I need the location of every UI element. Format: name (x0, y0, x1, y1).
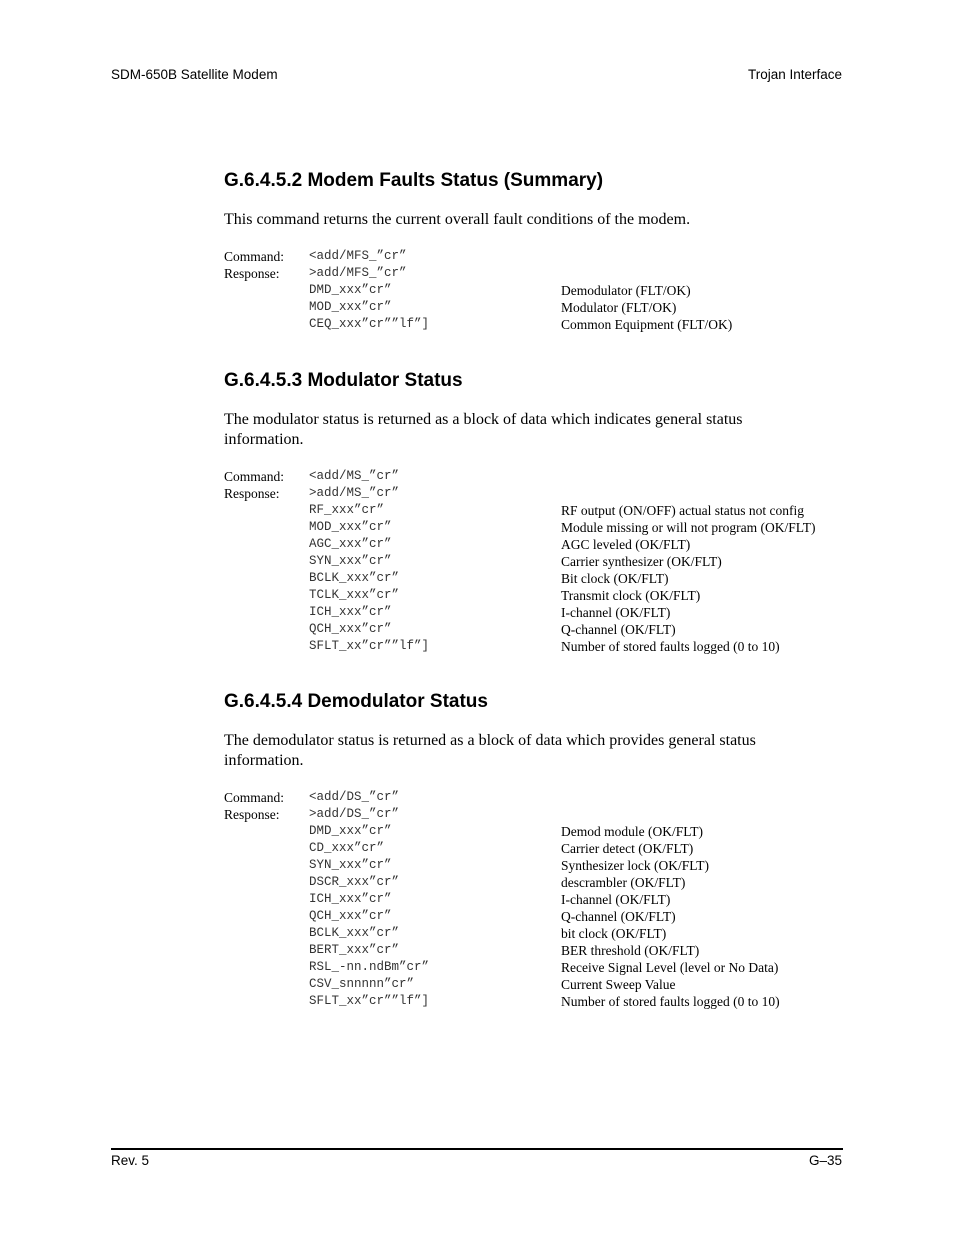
response-line-desc: Transmit clock (OK/FLT) (561, 588, 701, 603)
command-label: Command: (224, 249, 284, 264)
response-line-desc: Number of stored faults logged (0 to 10) (561, 639, 780, 654)
response-line-desc: Module missing or will not program (OK/FLT) (561, 520, 816, 535)
command-row (224, 789, 844, 806)
response-code: >add/MS_”cr” (309, 486, 400, 500)
response-line (224, 502, 844, 519)
response-line-code: QCH_xxx”cr” (309, 622, 392, 636)
response-line-code: QCH_xxx”cr” (309, 909, 392, 923)
response-label: Response: (224, 807, 280, 822)
response-line-code: CSV_snnnnn”cr” (309, 977, 415, 991)
response-line (224, 891, 844, 908)
response-line (224, 840, 844, 857)
header-doc-title: SDM-650B Satellite Modem (111, 67, 278, 82)
command-row (224, 468, 844, 485)
response-line (224, 993, 844, 1010)
response-row (224, 806, 844, 823)
response-line-code: SFLT_xx”cr””lf”] (309, 639, 430, 653)
response-line (224, 942, 844, 959)
response-line (224, 604, 844, 621)
response-line-code: ICH_xxx”cr” (309, 605, 392, 619)
response-code: >add/MFS_”cr” (309, 266, 407, 280)
response-line-code: CEQ_xxx”cr””lf”] (309, 317, 430, 331)
response-line (224, 519, 844, 536)
response-line (224, 959, 844, 976)
command-table (224, 789, 844, 1010)
section-demodulator-status (224, 690, 844, 1009)
response-line-code: DMD_xxx”cr” (309, 824, 392, 838)
command-table (224, 248, 844, 333)
response-line-code: SYN_xxx”cr” (309, 858, 392, 872)
response-label: Response: (224, 266, 280, 281)
response-line-code: AGC_xxx”cr” (309, 537, 392, 551)
response-line-code: MOD_xxx”cr” (309, 300, 392, 314)
response-line-desc: I-channel (OK/FLT) (561, 605, 671, 620)
response-line-desc: Current Sweep Value (561, 977, 676, 992)
response-line-desc: Modulator (FLT/OK) (561, 300, 677, 315)
command-table (224, 468, 844, 655)
response-line-code: BERT_xxx”cr” (309, 943, 400, 957)
footer-revision: Rev. 5 (111, 1153, 150, 1168)
response-line (224, 316, 844, 333)
response-line-desc: Synthesizer lock (OK/FLT) (561, 858, 709, 873)
response-line-desc: Carrier detect (OK/FLT) (561, 841, 694, 856)
command-label: Command: (224, 790, 284, 805)
response-line-code: BCLK_xxx”cr” (309, 571, 400, 585)
command-code: <add/MS_”cr” (309, 469, 400, 483)
response-line-code: SYN_xxx”cr” (309, 554, 392, 568)
header-section-title: Trojan Interface (747, 67, 842, 82)
response-line-desc: Bit clock (OK/FLT) (561, 571, 669, 586)
response-line-code: SFLT_xx”cr””lf”] (309, 994, 430, 1008)
response-line-code: RSL_-nn.ndBm”cr” (309, 960, 430, 974)
section-modem-faults (224, 169, 844, 332)
response-line (224, 874, 844, 891)
response-line-code: DMD_xxx”cr” (309, 283, 392, 297)
response-line-desc: AGC leveled (OK/FLT) (561, 537, 691, 552)
response-line-desc: I-channel (OK/FLT) (561, 892, 671, 907)
response-line (224, 282, 844, 299)
section-paragraph: The modulator status is returned as a block of data which indicates general status information. (224, 411, 743, 448)
response-row (224, 265, 844, 282)
response-line-code: BCLK_xxx”cr” (309, 926, 400, 940)
response-line-desc: Carrier synthesizer (OK/FLT) (561, 554, 722, 569)
response-line-desc: Demod module (OK/FLT) (561, 824, 703, 839)
response-line (224, 299, 844, 316)
response-code: >add/DS_”cr” (309, 807, 400, 821)
command-code: <add/DS_”cr” (309, 790, 400, 804)
footer-rule (111, 1148, 843, 1150)
response-line (224, 536, 844, 553)
response-line-code: DSCR_xxx”cr” (309, 875, 400, 889)
response-line-code: ICH_xxx”cr” (309, 892, 392, 906)
footer-page-number: G–35 (808, 1153, 842, 1168)
response-row (224, 485, 844, 502)
response-label: Response: (224, 486, 280, 501)
response-line (224, 857, 844, 874)
section-heading: G.6.4.5.4 Demodulator Status (224, 691, 488, 712)
response-line-desc: Q-channel (OK/FLT) (561, 622, 676, 637)
response-line-code: MOD_xxx”cr” (309, 520, 392, 534)
response-line (224, 908, 844, 925)
command-label: Command: (224, 469, 284, 484)
section-paragraph: This command returns the current overall fault conditions of the modem. (224, 211, 691, 228)
response-line (224, 976, 844, 993)
response-line-desc: Receive Signal Level (level or No Data) (561, 960, 779, 975)
response-line-desc: bit clock (OK/FLT) (561, 926, 667, 941)
response-line-code: CD_xxx”cr” (309, 841, 385, 855)
command-row (224, 248, 844, 265)
response-line (224, 621, 844, 638)
command-code: <add/MFS_”cr” (309, 249, 407, 263)
response-line (224, 553, 844, 570)
section-heading: G.6.4.5.3 Modulator Status (224, 370, 463, 391)
response-line (224, 587, 844, 604)
response-line-desc: Common Equipment (FLT/OK) (561, 317, 733, 332)
response-line-desc: RF output (ON/OFF) actual status not config (561, 503, 804, 518)
section-modulator-status (224, 369, 844, 654)
section-paragraph: The demodulator status is returned as a block of data which provides general status information. (224, 732, 756, 769)
section-heading: G.6.4.5.2 Modem Faults Status (Summary) (224, 170, 604, 191)
response-line-code: RF_xxx”cr” (309, 503, 385, 517)
response-line-desc: Number of stored faults logged (0 to 10) (561, 994, 780, 1009)
response-line (224, 570, 844, 587)
response-line (224, 823, 844, 840)
response-line (224, 638, 844, 655)
response-line (224, 925, 844, 942)
response-line-desc: descrambler (OK/FLT) (561, 875, 686, 890)
response-line-desc: Q-channel (OK/FLT) (561, 909, 676, 924)
response-line-code: TCLK_xxx”cr” (309, 588, 400, 602)
response-line-desc: BER threshold (OK/FLT) (561, 943, 700, 958)
response-line-desc: Demodulator (FLT/OK) (561, 283, 691, 298)
